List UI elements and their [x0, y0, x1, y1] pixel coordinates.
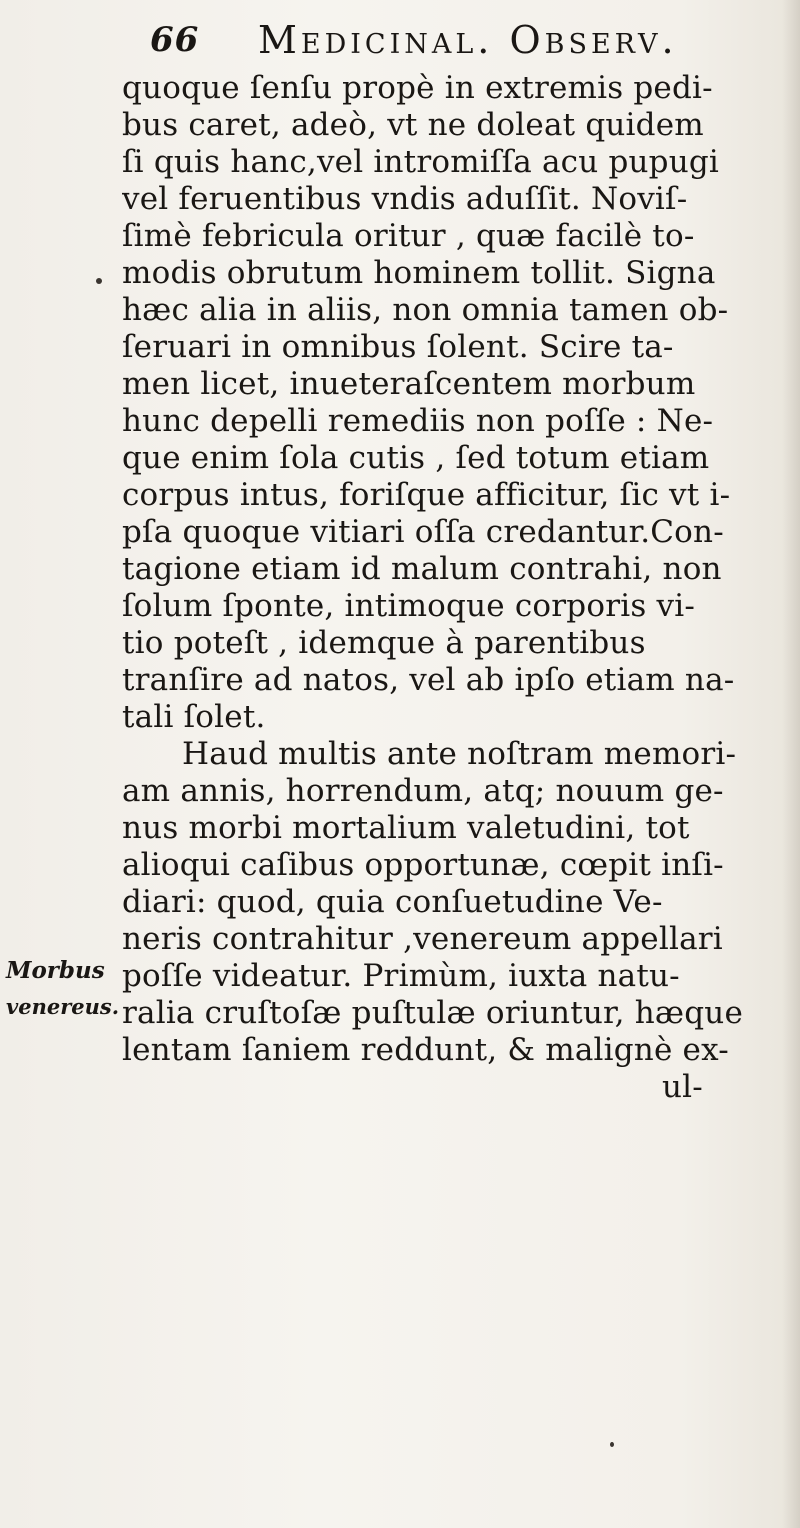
text-line: lentam ſaniem reddunt, & malignè ex-: [122, 1032, 729, 1068]
text-line: am annis, horrendum, atq; nouum ge-: [122, 773, 724, 809]
page-header: [150, 14, 770, 70]
text-line: hunc depelli remediis non poſſe : Ne-: [122, 403, 714, 439]
text-line: ſimè febricula oritur , quæ facilè to-: [122, 218, 695, 254]
text-line: diari: quod, quia conſuetudine Ve-: [122, 884, 663, 920]
text-line: quoque ſenſu propè in extremis pedi-: [122, 70, 713, 106]
text-line: neris contrahitur ,venereum appellari: [122, 921, 723, 957]
catchword: ul-: [662, 1069, 703, 1105]
text-line: tagione etiam id malum contrahi, non: [122, 551, 722, 587]
text-line: nus morbi mortalium valetudini, tot: [122, 810, 690, 846]
text-line: pſa quoque vitiari oſſa credantur.Con-: [122, 514, 724, 550]
text-line: tali ſolet.: [122, 699, 266, 735]
page-number: 66: [150, 20, 200, 60]
text-line: ſeruari in omnibus ſolent. Scire ta-: [122, 329, 674, 365]
text-line: tio poteſt , idemque à parentibus: [122, 625, 646, 661]
text-line: ſolum ſponte, intimoque corporis vi-: [122, 588, 695, 624]
text-line: corpus intus, foriſque afficitur, ſic vt i-: [122, 477, 731, 513]
text-line: poſſe videatur. Primùm, iuxta natu-: [122, 958, 680, 994]
text-line: modis obrutum hominem tollit. Signa: [122, 255, 716, 291]
text-line: men licet, inueteraſcentem morbum: [122, 366, 696, 402]
paragraph-first-line: Haud multis ante noſtram memori-: [182, 736, 737, 772]
margin-note-line-1: Morbus: [6, 957, 105, 984]
text-line: tranſire ad natos, vel ab ipſo etiam na-: [122, 662, 735, 698]
body-text: [122, 70, 790, 1106]
ink-speck: [96, 278, 102, 284]
text-line: bus caret, adeò, vt ne doleat quidem: [122, 107, 704, 143]
text-line: vel feruentibus vndis aduſſit. Noviſ-: [122, 181, 688, 217]
ink-speck: [610, 1442, 614, 1447]
text-line: ſi quis hanc,vel intromiſſa acu pupugi: [122, 144, 720, 180]
text-line: ralia cruſtoſæ puſtulæ oriuntur, hæque: [122, 995, 744, 1031]
text-line: hæc alia in aliis, non omnia tamen ob-: [122, 292, 729, 328]
text-line: alioqui caſibus opportunæ, cœpit inſi-: [122, 847, 724, 883]
text-line: que enim ſola cutis , ſed totum etiam: [122, 440, 710, 476]
margin-note-line-2: venereus.: [6, 994, 120, 1019]
running-title: Medicinal. Observ.: [258, 18, 678, 62]
